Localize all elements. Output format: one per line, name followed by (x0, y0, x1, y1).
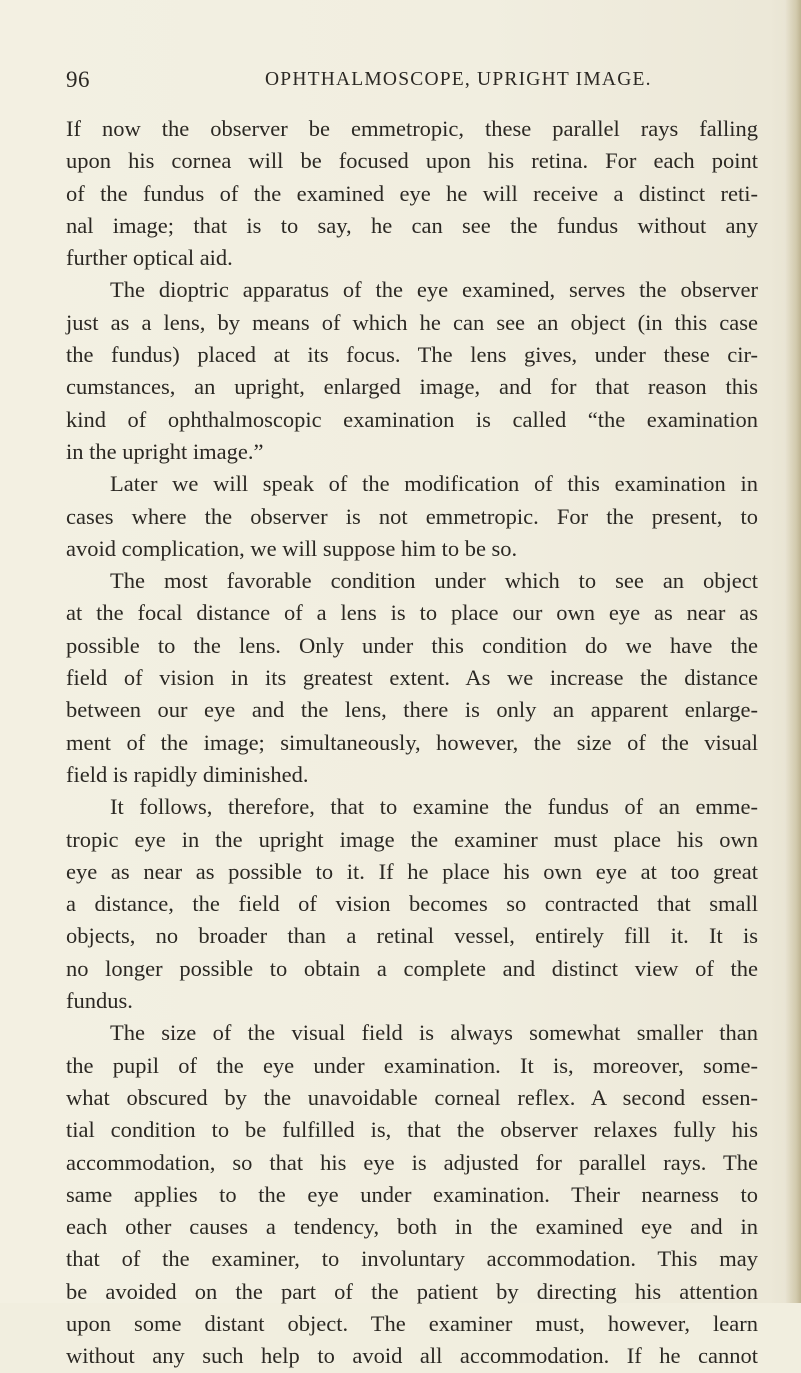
page-number: 96 (66, 67, 90, 92)
text-line: tropic eye in the upright image the examiner must place his own (66, 826, 758, 852)
text-line: just as a lens, by means of which he can see an object (in this case (66, 309, 758, 335)
text-line: a distance, the field of vision becomes so contracted that small (66, 891, 758, 917)
text-line: nal image; that is to say, he can see the fundus without any (66, 212, 758, 238)
text-line: be avoided on the part of the patient by directing his attention (66, 1278, 758, 1304)
text-line: field of vision in its greatest extent. As we increase the distance (66, 665, 758, 691)
text-line: avoid complication, we will suppose him to be so. (66, 535, 518, 561)
text-line: what obscured by the unavoidable corneal reflex. A second essen- (66, 1084, 758, 1110)
text-line: The size of the visual field is always somewhat smaller than (110, 1020, 758, 1046)
text-line: same applies to the eye under examination. Their nearness to (66, 1181, 758, 1207)
text-line: accommodation, so that his eye is adjusted for parallel rays. The (66, 1149, 758, 1175)
text-line: further optical aid. (66, 245, 233, 271)
text-line: objects, no broader than a retinal vessel, entirely fill it. It is (66, 923, 758, 949)
body-text (66, 113, 758, 1373)
text-line: without any such help to avoid all accommodation. If he cannot (66, 1343, 758, 1369)
page-edge-shadow (785, 0, 801, 1303)
text-line: The dioptric apparatus of the eye examined, serves the observer (110, 277, 758, 303)
text-line: ment of the image; simultaneously, however, the size of the visual (66, 729, 758, 755)
text-line: each other causes a tendency, both in the examined eye and in (66, 1214, 758, 1240)
text-line: at the focal distance of a lens is to place our own eye as near as (66, 600, 758, 626)
running-title: OPHTHALMOSCOPE, UPRIGHT IMAGE. (265, 69, 652, 90)
text-line: cases where the observer is not emmetropic. For the present, to (66, 503, 758, 529)
text-line: the pupil of the eye under examination. It is, moreover, some- (66, 1052, 758, 1078)
text-line: no longer possible to obtain a complete and distinct view of the (66, 955, 758, 981)
text-line: upon some distant object. The examiner must, however, learn (66, 1310, 758, 1336)
text-line: If now the observer be emmetropic, these parallel rays falling (66, 116, 758, 141)
text-line: field is rapidly diminished. (66, 761, 309, 787)
text-line: The most favorable condition under which to see an object (110, 568, 758, 594)
text-line: kind of ophthalmoscopic examination is called “the examination (66, 406, 758, 432)
text-line: upon his cornea will be focused upon his retina. For each point (66, 148, 758, 174)
text-line: cumstances, an upright, enlarged image, and for that reason this (66, 374, 758, 400)
text-line: Later we will speak of the modification of this examination in (110, 471, 758, 497)
running-header (66, 60, 756, 100)
text-line: tial condition to be fulfilled is, that the observer relaxes fully his (66, 1117, 758, 1143)
text-line: the fundus) placed at its focus. The lens gives, under these cir- (66, 342, 758, 368)
text-line: fundus. (66, 988, 133, 1014)
text-line: that of the examiner, to involuntary accommodation. This may (66, 1246, 758, 1272)
text-line: eye as near as possible to it. If he place his own eye at too great (66, 858, 758, 884)
text-line: in the upright image.” (66, 438, 264, 464)
text-line: between our eye and the lens, there is only an apparent enlarge- (66, 697, 758, 723)
text-line: of the fundus of the examined eye he will receive a distinct reti- (66, 180, 758, 206)
text-line: possible to the lens. Only under this condition do we have the (66, 632, 758, 658)
text-line: It follows, therefore, that to examine the fundus of an emme- (110, 794, 758, 820)
